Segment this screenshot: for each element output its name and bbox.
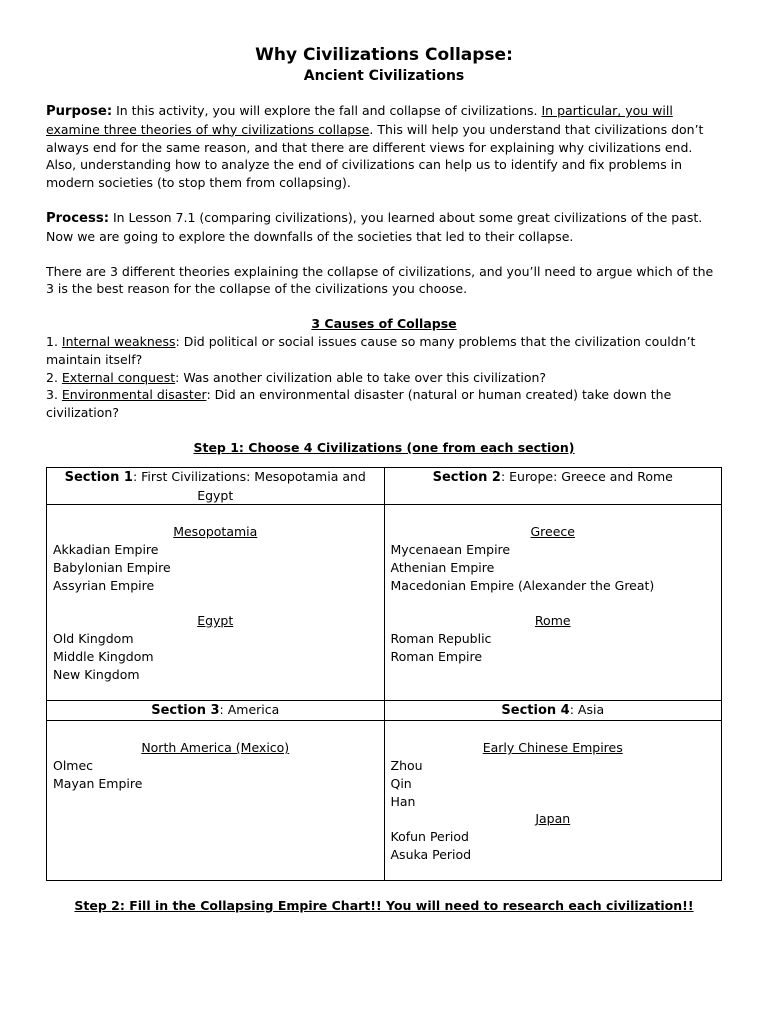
list-item: Qin — [390, 775, 412, 791]
cause-item: 1. Internal weakness: Did political or social issues cause so many problems that the civilization couldn’t maintain itself? — [46, 333, 696, 367]
list-item: Mycenaean Empire — [390, 542, 511, 558]
cause-term: External conquest — [61, 369, 176, 385]
list-item: Roman Republic — [390, 631, 492, 647]
group-heading: Early Chinese Empires — [482, 740, 623, 756]
list-item: Asuka Period — [390, 846, 472, 862]
step-1-heading: Step 1: Choose 4 Civilizations (one from each section) — [193, 439, 575, 455]
section-1-body — [47, 505, 385, 701]
list-item: Babylonian Empire — [53, 559, 171, 575]
purpose-label: Purpose: — [46, 104, 113, 119]
group-heading: Mesopotamia — [173, 524, 258, 540]
list-item: Assyrian Empire — [53, 577, 155, 593]
list-item: Old Kingdom — [53, 631, 134, 647]
list-item: Zhou — [390, 757, 423, 773]
sections-table — [46, 467, 722, 881]
causes-heading: 3 Causes of Collapse — [311, 316, 457, 332]
section-3-header: Section 3: America — [47, 701, 385, 721]
process-text: In Lesson 7.1 (comparing civilizations), you learned about some great civilizations of the past. Now we are going to explore the downfalls of the societies that led to their collapse. — [46, 209, 703, 244]
process-label: Process: — [46, 210, 109, 226]
group-heading: Rome — [534, 613, 571, 629]
process-paragraph — [46, 209, 722, 246]
cause-item: 2. External conquest: Was another civilization able to take over this civilization? — [46, 369, 547, 385]
group-heading: Japan — [535, 811, 571, 827]
cause-term: Internal weakness — [61, 333, 176, 349]
list-item: Middle Kingdom — [53, 648, 154, 664]
causes-list — [46, 333, 722, 422]
section-4-body — [384, 721, 722, 881]
purpose-text-1: In this activity, you will explore the fall and collapse of civilizations. — [112, 103, 542, 118]
page-subtitle: Ancient Civilizations — [303, 68, 465, 84]
group-heading: Greece — [530, 524, 575, 540]
list-item: Kofun Period — [390, 829, 469, 845]
section-1-header: Section 1: First Civilizations: Mesopotamia and Egypt — [47, 467, 385, 505]
list-item: Athenian Empire — [390, 559, 495, 575]
section-2-body — [384, 505, 722, 701]
worksheet-page — [46, 44, 722, 915]
list-item: Akkadian Empire — [53, 542, 159, 558]
list-item: New Kingdom — [53, 666, 140, 682]
section-4-header: Section 4: Asia — [384, 701, 722, 721]
list-item: Macedonian Empire (Alexander the Great) — [390, 577, 655, 593]
theories-paragraph: There are 3 different theories explaining the collapse of civilizations, and you’ll need to argue which of the 3 is the best reason for the collapse of the civilizations you choose. — [46, 263, 714, 297]
list-item: Han — [390, 793, 416, 809]
step-2-heading: Step 2: Fill in the Collapsing Empire Chart!! You will need to research each civilization!! — [74, 898, 694, 914]
group-heading: Egypt — [197, 613, 234, 629]
section-2-header: Section 2: Europe: Greece and Rome — [384, 467, 722, 505]
purpose-underlined: In particular, you will examine three theories of why civilizations collapse — [46, 103, 673, 137]
cause-item: 3. Environmental disaster: Did an environmental disaster (natural or human created) take down the civilization? — [46, 387, 672, 421]
list-item: Olmec — [53, 757, 94, 773]
section-3-body — [47, 721, 385, 881]
list-item: Mayan Empire — [53, 775, 143, 791]
page-title: Why Civilizations Collapse: — [255, 45, 513, 65]
list-item: Roman Empire — [390, 648, 483, 664]
cause-term: Environmental disaster — [61, 387, 207, 403]
group-heading: North America (Mexico) — [141, 740, 290, 756]
purpose-text-2: . This will help you understand that civilizations don’t always end for the same reason, and that there are different views for explaining why civilizations end. Also, understanding how to analyze the end of civilizations can help us to identify and fix problems in modern societies (to stop them from collapsing). — [46, 121, 704, 191]
purpose-paragraph — [46, 102, 722, 192]
